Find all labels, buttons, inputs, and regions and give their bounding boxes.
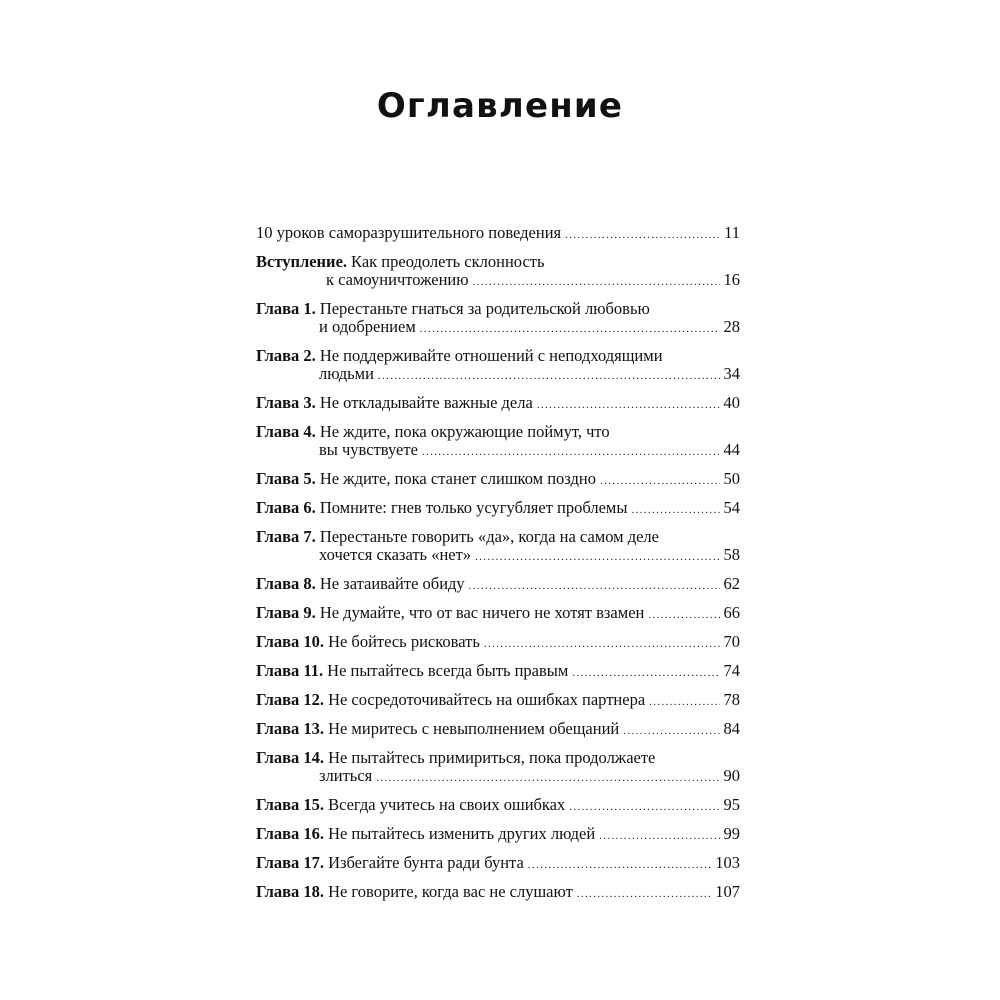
toc-entry-title: Не пытайтесь всегда быть правым	[327, 661, 569, 680]
toc-entry	[256, 394, 740, 414]
dot-leader	[577, 883, 711, 903]
page-number: 90	[723, 766, 740, 785]
toc-entry-label: Глава 17.	[256, 853, 325, 872]
toc-line	[256, 691, 740, 711]
toc-entry-title: Не пытайтесь примириться, пока продолжаете	[328, 748, 656, 767]
dot-leader	[572, 662, 719, 682]
toc-entry-label: Глава 18.	[256, 882, 325, 901]
page-number: 78	[723, 690, 740, 709]
toc-entry	[256, 691, 740, 711]
toc-line	[256, 499, 740, 519]
toc-line	[256, 318, 740, 338]
toc-entry	[256, 633, 740, 653]
toc-entry-label: Глава 9.	[256, 603, 316, 622]
toc-line	[256, 767, 740, 787]
toc-entry-label: Глава 8.	[256, 574, 316, 593]
dot-leader	[376, 767, 719, 787]
page-number: 28	[723, 317, 740, 336]
page-number: 84	[723, 719, 740, 738]
toc-entry-label: Глава 14.	[256, 748, 325, 767]
toc-entry	[256, 347, 740, 385]
dot-leader	[537, 394, 720, 414]
toc-entry	[256, 883, 740, 903]
page-number: 62	[723, 574, 740, 593]
dot-leader	[649, 691, 719, 711]
page-number: 54	[723, 498, 740, 517]
toc-entry	[256, 749, 740, 787]
toc-line	[256, 883, 740, 903]
page-number: 66	[723, 603, 740, 622]
dot-leader	[420, 318, 720, 338]
toc-line	[256, 423, 740, 441]
toc-line	[256, 662, 740, 682]
toc-entry-label: Глава 2.	[256, 346, 316, 365]
page-number: 11	[724, 223, 740, 242]
toc-entry	[256, 796, 740, 816]
toc-entry	[256, 528, 740, 566]
dot-leader	[473, 271, 720, 291]
toc-entry-title: Не поддерживайте отношений с неподходящими	[319, 346, 663, 365]
toc-line	[256, 365, 740, 385]
page-number: 50	[723, 469, 740, 488]
toc-entry-title: Не сосредоточивайтесь на ошибках партнера	[328, 690, 646, 709]
toc-entry-title: Не откладывайте важные дела	[319, 393, 533, 412]
page-number: 95	[723, 795, 740, 814]
toc-entry-label: Глава 13.	[256, 719, 325, 738]
toc-entry-title: Не бойтесь рисковать	[328, 632, 480, 651]
page-number: 58	[723, 545, 740, 564]
toc-line	[256, 394, 740, 414]
dot-leader	[648, 604, 719, 624]
page-number: 40	[723, 393, 740, 412]
toc-line	[256, 224, 740, 244]
toc-entry-label: Глава 7.	[256, 527, 316, 546]
toc-entry-title: хочется сказать «нет»	[319, 545, 472, 564]
toc-entry-title: Не миритесь с невыполнением обещаний	[328, 719, 620, 738]
dot-leader	[623, 720, 719, 740]
toc-entry-title: злиться	[319, 766, 373, 785]
toc-entry-label: Глава 6.	[256, 498, 316, 517]
toc-entry-label: Вступление.	[256, 252, 348, 271]
toc-entry-label: Глава 5.	[256, 469, 316, 488]
toc-entry-title: Не думайте, что от вас ничего не хотят взамен	[319, 603, 645, 622]
dot-leader	[469, 575, 720, 595]
toc-entry	[256, 300, 740, 338]
page-number: 34	[723, 364, 740, 383]
toc-line	[256, 854, 740, 874]
toc-line	[256, 271, 740, 291]
toc-entry-title: Избегайте бунта ради бунта	[328, 853, 524, 872]
toc-line	[256, 546, 740, 566]
toc-entry	[256, 604, 740, 624]
toc-line	[256, 347, 740, 365]
toc-line	[256, 720, 740, 740]
toc-entry-title: Не пытайтесь изменить других людей	[328, 824, 596, 843]
toc-entry	[256, 575, 740, 595]
toc-line	[256, 470, 740, 490]
toc-entry-title: Не говорите, когда вас не слушают	[328, 882, 573, 901]
dot-leader	[565, 224, 720, 244]
page-number: 44	[723, 440, 740, 459]
toc-entry-label: Глава 15.	[256, 795, 325, 814]
toc-line	[256, 300, 740, 318]
toc-entry-title: Перестаньте говорить «да», когда на самом деле	[319, 527, 659, 546]
toc-entry-label: Глава 10.	[256, 632, 325, 651]
toc-entry-label: Глава 12.	[256, 690, 325, 709]
toc-entry-title: к самоуничтожению	[326, 270, 469, 289]
dot-leader	[422, 441, 720, 461]
dot-leader	[569, 796, 719, 816]
toc-entry-label: Глава 11.	[256, 661, 324, 680]
toc-entry	[256, 224, 740, 244]
toc-entry-title: Всегда учитесь на своих ошибках	[328, 795, 566, 814]
page-number: 16	[723, 270, 740, 289]
dot-leader	[475, 546, 719, 566]
page-title: Оглавление	[376, 86, 624, 126]
toc-line	[256, 528, 740, 546]
dot-leader	[631, 499, 719, 519]
toc-entry-title: Не затаивайте обиду	[319, 574, 465, 593]
toc-entry	[256, 499, 740, 519]
dot-leader	[528, 854, 711, 874]
toc-entry-title: Помните: гнев только усугубляет проблемы	[319, 498, 628, 517]
toc-entry-label: Глава 16.	[256, 824, 325, 843]
dot-leader	[378, 365, 720, 385]
toc-entry-title: Как преодолеть склонность	[351, 252, 545, 271]
toc-entry	[256, 470, 740, 490]
toc-line	[256, 441, 740, 461]
toc-line	[256, 796, 740, 816]
toc-entry-title: Перестаньте гнаться за родительской любовью	[319, 299, 650, 318]
toc-line	[256, 604, 740, 624]
dot-leader	[599, 825, 719, 845]
toc-entry	[256, 825, 740, 845]
toc-line	[256, 749, 740, 767]
page-number: 103	[715, 853, 740, 872]
toc-entry-title: и одобрением	[319, 317, 416, 336]
toc-entry	[256, 253, 740, 291]
dot-leader	[600, 470, 720, 490]
toc-entry-title: Не ждите, пока окружающие поймут, что	[319, 422, 610, 441]
toc-entry-title: людьми	[319, 364, 374, 383]
page-number: 74	[723, 661, 740, 680]
toc-entry-title: 10 уроков саморазрушительного поведения	[256, 223, 562, 242]
toc-entry	[256, 720, 740, 740]
toc-line	[256, 825, 740, 845]
toc-line	[256, 253, 740, 271]
toc-line	[256, 575, 740, 595]
toc-entry	[256, 423, 740, 461]
toc-entry-title: Не ждите, пока станет слишком поздно	[319, 469, 596, 488]
toc-entry-title: вы чувствуете	[319, 440, 418, 459]
toc-entry	[256, 662, 740, 682]
toc-entry	[256, 854, 740, 874]
toc-entry-label: Глава 4.	[256, 422, 316, 441]
dot-leader	[484, 633, 720, 653]
toc-entry-label: Глава 1.	[256, 299, 316, 318]
table-of-contents	[256, 224, 740, 912]
page-number: 99	[723, 824, 740, 843]
toc-line	[256, 633, 740, 653]
toc-entry-label: Глава 3.	[256, 393, 316, 412]
page-number: 107	[715, 882, 740, 901]
page-number: 70	[723, 632, 740, 651]
